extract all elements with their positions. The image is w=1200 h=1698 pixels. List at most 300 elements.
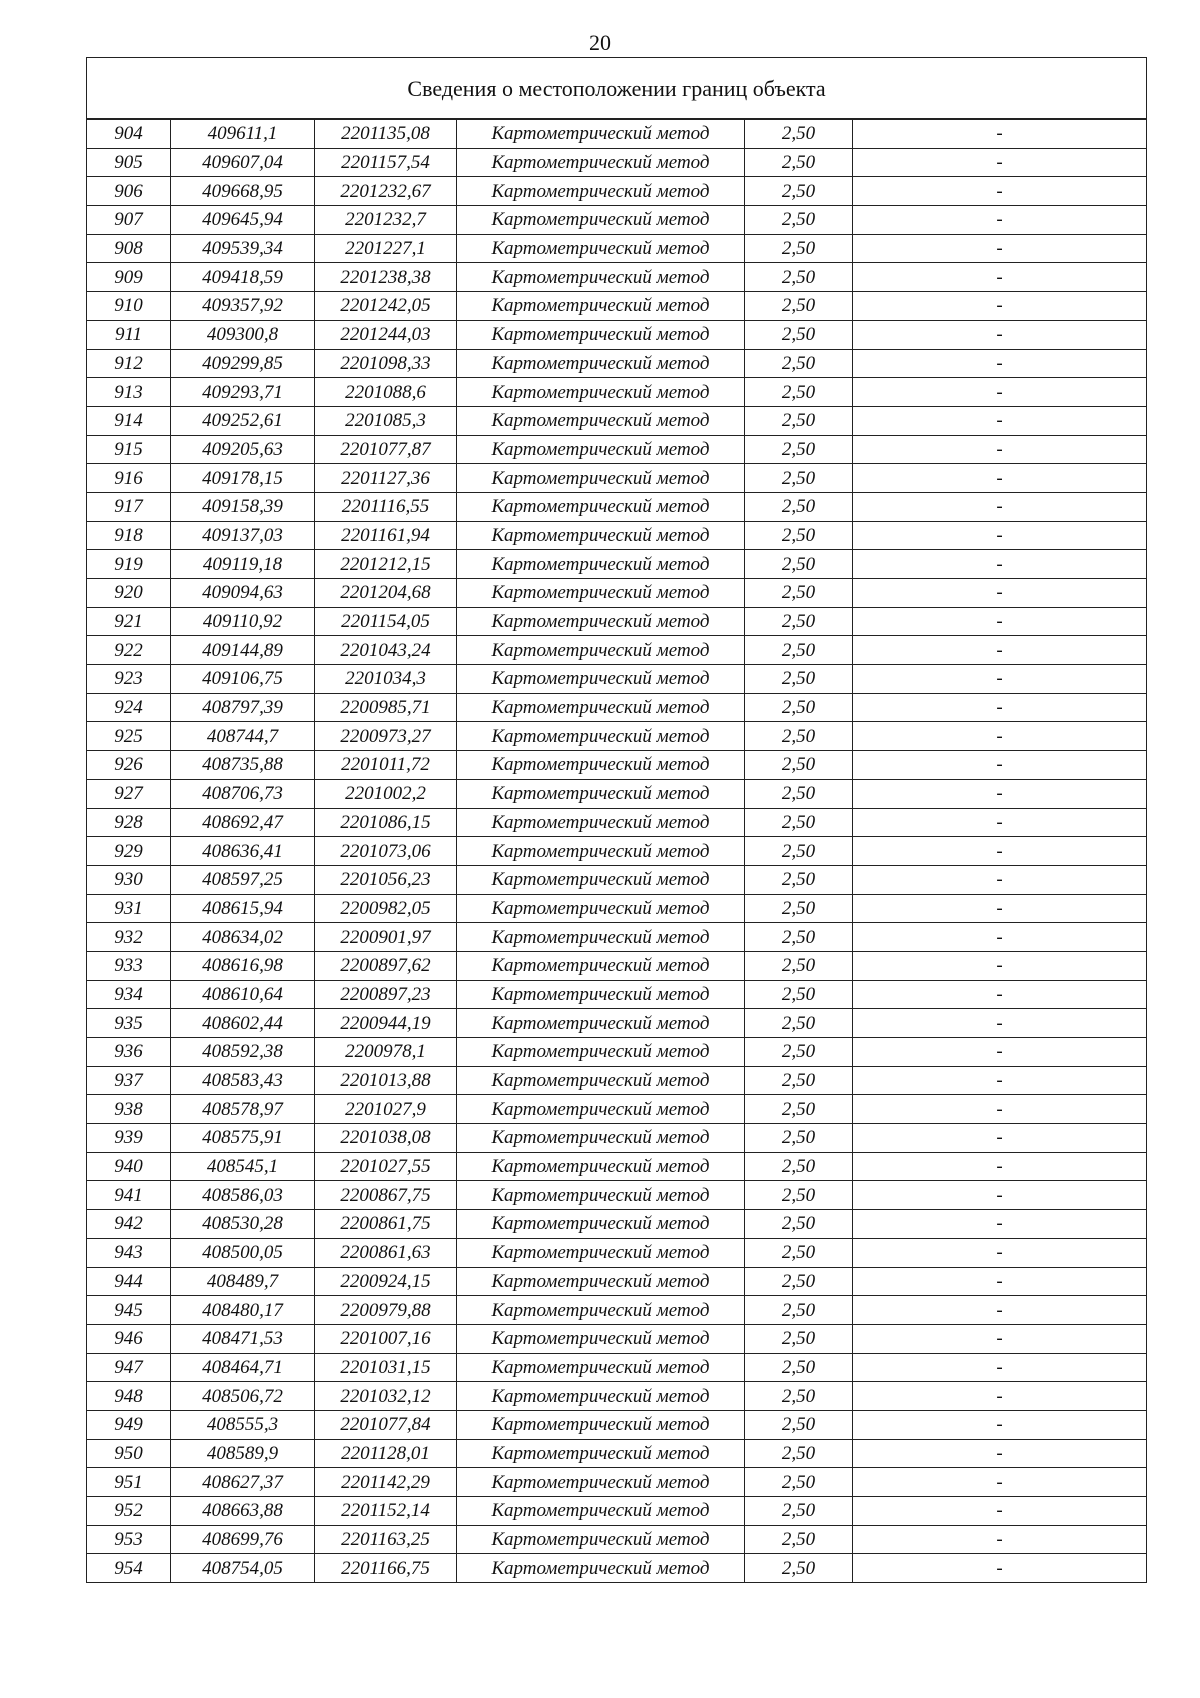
table-row — [87, 751, 1147, 780]
accuracy-cell: 2,50 — [745, 148, 853, 177]
point-number-cell: 918 — [87, 521, 171, 550]
method-cell: Картометрический метод — [457, 1267, 745, 1296]
point-number-cell: 923 — [87, 665, 171, 694]
description-cell: - — [853, 320, 1147, 349]
description-cell: - — [853, 1038, 1147, 1067]
x-coordinate-cell: 409357,92 — [171, 292, 315, 321]
method-cell: Картометрический метод — [457, 1038, 745, 1067]
accuracy-cell: 2,50 — [745, 292, 853, 321]
x-coordinate-cell: 409645,94 — [171, 206, 315, 235]
x-coordinate-cell: 408627,37 — [171, 1468, 315, 1497]
table-row — [87, 492, 1147, 521]
table-row — [87, 1353, 1147, 1382]
point-number-cell: 917 — [87, 492, 171, 521]
x-coordinate-cell: 409137,03 — [171, 521, 315, 550]
method-cell: Картометрический метод — [457, 579, 745, 608]
y-coordinate-cell: 2201038,08 — [315, 1124, 457, 1153]
accuracy-cell: 2,50 — [745, 406, 853, 435]
method-cell: Картометрический метод — [457, 1152, 745, 1181]
accuracy-cell: 2,50 — [745, 1497, 853, 1526]
x-coordinate-cell: 408592,38 — [171, 1038, 315, 1067]
method-cell: Картометрический метод — [457, 320, 745, 349]
accuracy-cell: 2,50 — [745, 1267, 853, 1296]
accuracy-cell: 2,50 — [745, 722, 853, 751]
accuracy-cell: 2,50 — [745, 1468, 853, 1497]
point-number-cell: 920 — [87, 579, 171, 608]
table-row — [87, 1210, 1147, 1239]
accuracy-cell: 2,50 — [745, 1181, 853, 1210]
accuracy-cell: 2,50 — [745, 206, 853, 235]
y-coordinate-cell: 2200985,71 — [315, 693, 457, 722]
table-row — [87, 1238, 1147, 1267]
y-coordinate-cell: 2200924,15 — [315, 1267, 457, 1296]
description-cell: - — [853, 894, 1147, 923]
x-coordinate-cell: 408480,17 — [171, 1296, 315, 1325]
point-number-cell: 939 — [87, 1124, 171, 1153]
table-title: Сведения о местоположении границ объекта — [87, 58, 1147, 120]
table-row — [87, 865, 1147, 894]
point-number-cell: 942 — [87, 1210, 171, 1239]
table-row — [87, 1324, 1147, 1353]
table-row — [87, 636, 1147, 665]
point-number-cell: 925 — [87, 722, 171, 751]
y-coordinate-cell: 2201204,68 — [315, 579, 457, 608]
point-number-cell: 904 — [87, 119, 171, 148]
x-coordinate-cell: 408663,88 — [171, 1497, 315, 1526]
point-number-cell: 912 — [87, 349, 171, 378]
x-coordinate-cell: 409668,95 — [171, 177, 315, 206]
accuracy-cell: 2,50 — [745, 263, 853, 292]
method-cell: Картометрический метод — [457, 177, 745, 206]
accuracy-cell: 2,50 — [745, 492, 853, 521]
x-coordinate-cell: 409607,04 — [171, 148, 315, 177]
table-row — [87, 234, 1147, 263]
y-coordinate-cell: 2201128,01 — [315, 1439, 457, 1468]
table-row — [87, 349, 1147, 378]
description-cell: - — [853, 148, 1147, 177]
x-coordinate-cell: 408578,97 — [171, 1095, 315, 1124]
point-number-cell: 937 — [87, 1066, 171, 1095]
method-cell: Картометрический метод — [457, 521, 745, 550]
y-coordinate-cell: 2201232,7 — [315, 206, 457, 235]
y-coordinate-cell: 2200982,05 — [315, 894, 457, 923]
method-cell: Картометрический метод — [457, 1181, 745, 1210]
description-cell: - — [853, 665, 1147, 694]
x-coordinate-cell: 408634,02 — [171, 923, 315, 952]
y-coordinate-cell: 2201116,55 — [315, 492, 457, 521]
method-cell: Картометрический метод — [457, 865, 745, 894]
y-coordinate-cell: 2201163,25 — [315, 1525, 457, 1554]
x-coordinate-cell: 408489,7 — [171, 1267, 315, 1296]
description-cell: - — [853, 492, 1147, 521]
description-cell: - — [853, 1497, 1147, 1526]
x-coordinate-cell: 408597,25 — [171, 865, 315, 894]
method-cell: Картометрический метод — [457, 1497, 745, 1526]
description-cell: - — [853, 206, 1147, 235]
y-coordinate-cell: 2201166,75 — [315, 1554, 457, 1583]
description-cell: - — [853, 1267, 1147, 1296]
table-row — [87, 980, 1147, 1009]
accuracy-cell: 2,50 — [745, 349, 853, 378]
point-number-cell: 909 — [87, 263, 171, 292]
description-cell: - — [853, 1296, 1147, 1325]
table-row — [87, 148, 1147, 177]
table-row — [87, 722, 1147, 751]
accuracy-cell: 2,50 — [745, 1525, 853, 1554]
point-number-cell: 936 — [87, 1038, 171, 1067]
method-cell: Картометрический метод — [457, 1324, 745, 1353]
point-number-cell: 953 — [87, 1525, 171, 1554]
accuracy-cell: 2,50 — [745, 1210, 853, 1239]
point-number-cell: 946 — [87, 1324, 171, 1353]
y-coordinate-cell: 2201013,88 — [315, 1066, 457, 1095]
point-number-cell: 913 — [87, 378, 171, 407]
method-cell: Картометрический метод — [457, 722, 745, 751]
x-coordinate-cell: 409611,1 — [171, 119, 315, 148]
method-cell: Картометрический метод — [457, 406, 745, 435]
x-coordinate-cell: 409418,59 — [171, 263, 315, 292]
accuracy-cell: 2,50 — [745, 177, 853, 206]
accuracy-cell: 2,50 — [745, 1066, 853, 1095]
y-coordinate-cell: 2201154,05 — [315, 607, 457, 636]
table-row — [87, 693, 1147, 722]
description-cell: - — [853, 1410, 1147, 1439]
description-cell: - — [853, 263, 1147, 292]
x-coordinate-cell: 408464,71 — [171, 1353, 315, 1382]
y-coordinate-cell: 2201043,24 — [315, 636, 457, 665]
description-cell: - — [853, 406, 1147, 435]
method-cell: Картометрический метод — [457, 119, 745, 148]
table-row — [87, 779, 1147, 808]
method-cell: Картометрический метод — [457, 234, 745, 263]
point-number-cell: 954 — [87, 1554, 171, 1583]
accuracy-cell: 2,50 — [745, 923, 853, 952]
description-cell: - — [853, 779, 1147, 808]
table-row — [87, 292, 1147, 321]
description-cell: - — [853, 378, 1147, 407]
point-number-cell: 952 — [87, 1497, 171, 1526]
description-cell: - — [853, 923, 1147, 952]
x-coordinate-cell: 409205,63 — [171, 435, 315, 464]
point-number-cell: 940 — [87, 1152, 171, 1181]
x-coordinate-cell: 408615,94 — [171, 894, 315, 923]
accuracy-cell: 2,50 — [745, 1353, 853, 1382]
y-coordinate-cell: 2200979,88 — [315, 1296, 457, 1325]
method-cell: Картометрический метод — [457, 1410, 745, 1439]
method-cell: Картометрический метод — [457, 665, 745, 694]
x-coordinate-cell: 409299,85 — [171, 349, 315, 378]
x-coordinate-cell: 408589,9 — [171, 1439, 315, 1468]
y-coordinate-cell: 2201031,15 — [315, 1353, 457, 1382]
description-cell: - — [853, 1095, 1147, 1124]
point-number-cell: 935 — [87, 1009, 171, 1038]
table-row — [87, 1267, 1147, 1296]
table-row — [87, 1296, 1147, 1325]
method-cell: Картометрический метод — [457, 1238, 745, 1267]
x-coordinate-cell: 408754,05 — [171, 1554, 315, 1583]
y-coordinate-cell: 2200867,75 — [315, 1181, 457, 1210]
table-row — [87, 1554, 1147, 1583]
y-coordinate-cell: 2200897,62 — [315, 951, 457, 980]
table-row — [87, 1066, 1147, 1095]
table-row — [87, 607, 1147, 636]
accuracy-cell: 2,50 — [745, 1152, 853, 1181]
x-coordinate-cell: 408555,3 — [171, 1410, 315, 1439]
accuracy-cell: 2,50 — [745, 435, 853, 464]
y-coordinate-cell: 2201244,03 — [315, 320, 457, 349]
description-cell: - — [853, 234, 1147, 263]
x-coordinate-cell: 408636,41 — [171, 837, 315, 866]
y-coordinate-cell: 2200861,63 — [315, 1238, 457, 1267]
table-row — [87, 1095, 1147, 1124]
description-cell: - — [853, 837, 1147, 866]
method-cell: Картометрический метод — [457, 1525, 745, 1554]
accuracy-cell: 2,50 — [745, 1296, 853, 1325]
point-number-cell: 928 — [87, 808, 171, 837]
description-cell: - — [853, 1238, 1147, 1267]
table-row — [87, 550, 1147, 579]
x-coordinate-cell: 409252,61 — [171, 406, 315, 435]
description-cell: - — [853, 1181, 1147, 1210]
point-number-cell: 944 — [87, 1267, 171, 1296]
x-coordinate-cell: 408692,47 — [171, 808, 315, 837]
y-coordinate-cell: 2201161,94 — [315, 521, 457, 550]
description-cell: - — [853, 464, 1147, 493]
method-cell: Картометрический метод — [457, 693, 745, 722]
y-coordinate-cell: 2200861,75 — [315, 1210, 457, 1239]
y-coordinate-cell: 2201086,15 — [315, 808, 457, 837]
method-cell: Картометрический метод — [457, 751, 745, 780]
accuracy-cell: 2,50 — [745, 837, 853, 866]
accuracy-cell: 2,50 — [745, 1124, 853, 1153]
y-coordinate-cell: 2200901,97 — [315, 923, 457, 952]
page-number: 20 — [589, 30, 611, 55]
y-coordinate-cell: 2201007,16 — [315, 1324, 457, 1353]
point-number-cell: 914 — [87, 406, 171, 435]
accuracy-cell: 2,50 — [745, 1410, 853, 1439]
description-cell: - — [853, 951, 1147, 980]
x-coordinate-cell: 409094,63 — [171, 579, 315, 608]
point-number-cell: 950 — [87, 1439, 171, 1468]
method-cell: Картометрический метод — [457, 1382, 745, 1411]
table-row — [87, 665, 1147, 694]
x-coordinate-cell: 408530,28 — [171, 1210, 315, 1239]
description-cell: - — [853, 521, 1147, 550]
boundary-coordinates-table — [86, 57, 1147, 1583]
table-row — [87, 435, 1147, 464]
description-cell: - — [853, 1210, 1147, 1239]
description-cell: - — [853, 177, 1147, 206]
y-coordinate-cell: 2201034,3 — [315, 665, 457, 694]
description-cell: - — [853, 607, 1147, 636]
table-row — [87, 808, 1147, 837]
x-coordinate-cell: 408602,44 — [171, 1009, 315, 1038]
method-cell: Картометрический метод — [457, 1009, 745, 1038]
accuracy-cell: 2,50 — [745, 550, 853, 579]
method-cell: Картометрический метод — [457, 1296, 745, 1325]
x-coordinate-cell: 408744,7 — [171, 722, 315, 751]
description-cell: - — [853, 1439, 1147, 1468]
table-row — [87, 464, 1147, 493]
accuracy-cell: 2,50 — [745, 579, 853, 608]
table-row — [87, 1439, 1147, 1468]
table-row — [87, 894, 1147, 923]
accuracy-cell: 2,50 — [745, 464, 853, 493]
point-number-cell: 906 — [87, 177, 171, 206]
accuracy-cell: 2,50 — [745, 1554, 853, 1583]
point-number-cell: 919 — [87, 550, 171, 579]
point-number-cell: 941 — [87, 1181, 171, 1210]
method-cell: Картометрический метод — [457, 837, 745, 866]
table-row — [87, 1382, 1147, 1411]
point-number-cell: 924 — [87, 693, 171, 722]
x-coordinate-cell: 408471,53 — [171, 1324, 315, 1353]
y-coordinate-cell: 2201242,05 — [315, 292, 457, 321]
point-number-cell: 921 — [87, 607, 171, 636]
x-coordinate-cell: 409106,75 — [171, 665, 315, 694]
y-coordinate-cell: 2201027,55 — [315, 1152, 457, 1181]
point-number-cell: 916 — [87, 464, 171, 493]
x-coordinate-cell: 408506,72 — [171, 1382, 315, 1411]
accuracy-cell: 2,50 — [745, 1095, 853, 1124]
table-row — [87, 320, 1147, 349]
accuracy-cell: 2,50 — [745, 808, 853, 837]
point-number-cell: 907 — [87, 206, 171, 235]
method-cell: Картометрический метод — [457, 1210, 745, 1239]
method-cell: Картометрический метод — [457, 378, 745, 407]
description-cell: - — [853, 865, 1147, 894]
description-cell: - — [853, 1468, 1147, 1497]
description-cell: - — [853, 1525, 1147, 1554]
x-coordinate-cell: 408735,88 — [171, 751, 315, 780]
x-coordinate-cell: 408575,91 — [171, 1124, 315, 1153]
method-cell: Картометрический метод — [457, 492, 745, 521]
description-cell: - — [853, 119, 1147, 148]
description-cell: - — [853, 722, 1147, 751]
x-coordinate-cell: 408545,1 — [171, 1152, 315, 1181]
y-coordinate-cell: 2201056,23 — [315, 865, 457, 894]
y-coordinate-cell: 2200973,27 — [315, 722, 457, 751]
y-coordinate-cell: 2201032,12 — [315, 1382, 457, 1411]
method-cell: Картометрический метод — [457, 464, 745, 493]
accuracy-cell: 2,50 — [745, 894, 853, 923]
y-coordinate-cell: 2201085,3 — [315, 406, 457, 435]
accuracy-cell: 2,50 — [745, 865, 853, 894]
accuracy-cell: 2,50 — [745, 951, 853, 980]
method-cell: Картометрический метод — [457, 923, 745, 952]
method-cell: Картометрический метод — [457, 1095, 745, 1124]
table-row — [87, 579, 1147, 608]
method-cell: Картометрический метод — [457, 349, 745, 378]
method-cell: Картометрический метод — [457, 263, 745, 292]
table-row — [87, 1124, 1147, 1153]
x-coordinate-cell: 408797,39 — [171, 693, 315, 722]
method-cell: Картометрический метод — [457, 980, 745, 1009]
method-cell: Картометрический метод — [457, 607, 745, 636]
y-coordinate-cell: 2201152,14 — [315, 1497, 457, 1526]
x-coordinate-cell: 408586,03 — [171, 1181, 315, 1210]
point-number-cell: 947 — [87, 1353, 171, 1382]
description-cell: - — [853, 1353, 1147, 1382]
description-cell: - — [853, 1009, 1147, 1038]
y-coordinate-cell: 2201135,08 — [315, 119, 457, 148]
y-coordinate-cell: 2201002,2 — [315, 779, 457, 808]
method-cell: Картометрический метод — [457, 1468, 745, 1497]
y-coordinate-cell: 2201098,33 — [315, 349, 457, 378]
table-row — [87, 263, 1147, 292]
point-number-cell: 929 — [87, 837, 171, 866]
y-coordinate-cell: 2200944,19 — [315, 1009, 457, 1038]
point-number-cell: 931 — [87, 894, 171, 923]
point-number-cell: 932 — [87, 923, 171, 952]
description-cell: - — [853, 636, 1147, 665]
y-coordinate-cell: 2201077,84 — [315, 1410, 457, 1439]
table-title-row — [87, 58, 1147, 120]
method-cell: Картометрический метод — [457, 808, 745, 837]
method-cell: Картометрический метод — [457, 148, 745, 177]
table-row — [87, 521, 1147, 550]
x-coordinate-cell: 409300,8 — [171, 320, 315, 349]
x-coordinate-cell: 408616,98 — [171, 951, 315, 980]
table-row — [87, 837, 1147, 866]
description-cell: - — [853, 808, 1147, 837]
accuracy-cell: 2,50 — [745, 1439, 853, 1468]
method-cell: Картометрический метод — [457, 292, 745, 321]
table-row — [87, 951, 1147, 980]
x-coordinate-cell: 409110,92 — [171, 607, 315, 636]
method-cell: Картометрический метод — [457, 636, 745, 665]
method-cell: Картометрический метод — [457, 894, 745, 923]
table-row — [87, 378, 1147, 407]
description-cell: - — [853, 292, 1147, 321]
accuracy-cell: 2,50 — [745, 1238, 853, 1267]
accuracy-cell: 2,50 — [745, 1324, 853, 1353]
point-number-cell: 949 — [87, 1410, 171, 1439]
x-coordinate-cell: 409144,89 — [171, 636, 315, 665]
description-cell: - — [853, 693, 1147, 722]
table-row — [87, 1468, 1147, 1497]
accuracy-cell: 2,50 — [745, 636, 853, 665]
point-number-cell: 948 — [87, 1382, 171, 1411]
method-cell: Картометрический метод — [457, 206, 745, 235]
x-coordinate-cell: 408610,64 — [171, 980, 315, 1009]
point-number-cell: 930 — [87, 865, 171, 894]
accuracy-cell: 2,50 — [745, 521, 853, 550]
y-coordinate-cell: 2201227,1 — [315, 234, 457, 263]
y-coordinate-cell: 2201238,38 — [315, 263, 457, 292]
description-cell: - — [853, 1124, 1147, 1153]
table-row — [87, 1497, 1147, 1526]
table-row — [87, 1525, 1147, 1554]
y-coordinate-cell: 2201142,29 — [315, 1468, 457, 1497]
table-row — [87, 1410, 1147, 1439]
table-row — [87, 406, 1147, 435]
accuracy-cell: 2,50 — [745, 607, 853, 636]
description-cell: - — [853, 1324, 1147, 1353]
table-row — [87, 206, 1147, 235]
table-row — [87, 1009, 1147, 1038]
table-row — [87, 177, 1147, 206]
method-cell: Картометрический метод — [457, 1554, 745, 1583]
method-cell: Картометрический метод — [457, 779, 745, 808]
point-number-cell: 908 — [87, 234, 171, 263]
method-cell: Картометрический метод — [457, 435, 745, 464]
table-row — [87, 119, 1147, 148]
description-cell: - — [853, 1066, 1147, 1095]
y-coordinate-cell: 2201212,15 — [315, 550, 457, 579]
method-cell: Картометрический метод — [457, 1353, 745, 1382]
point-number-cell: 934 — [87, 980, 171, 1009]
